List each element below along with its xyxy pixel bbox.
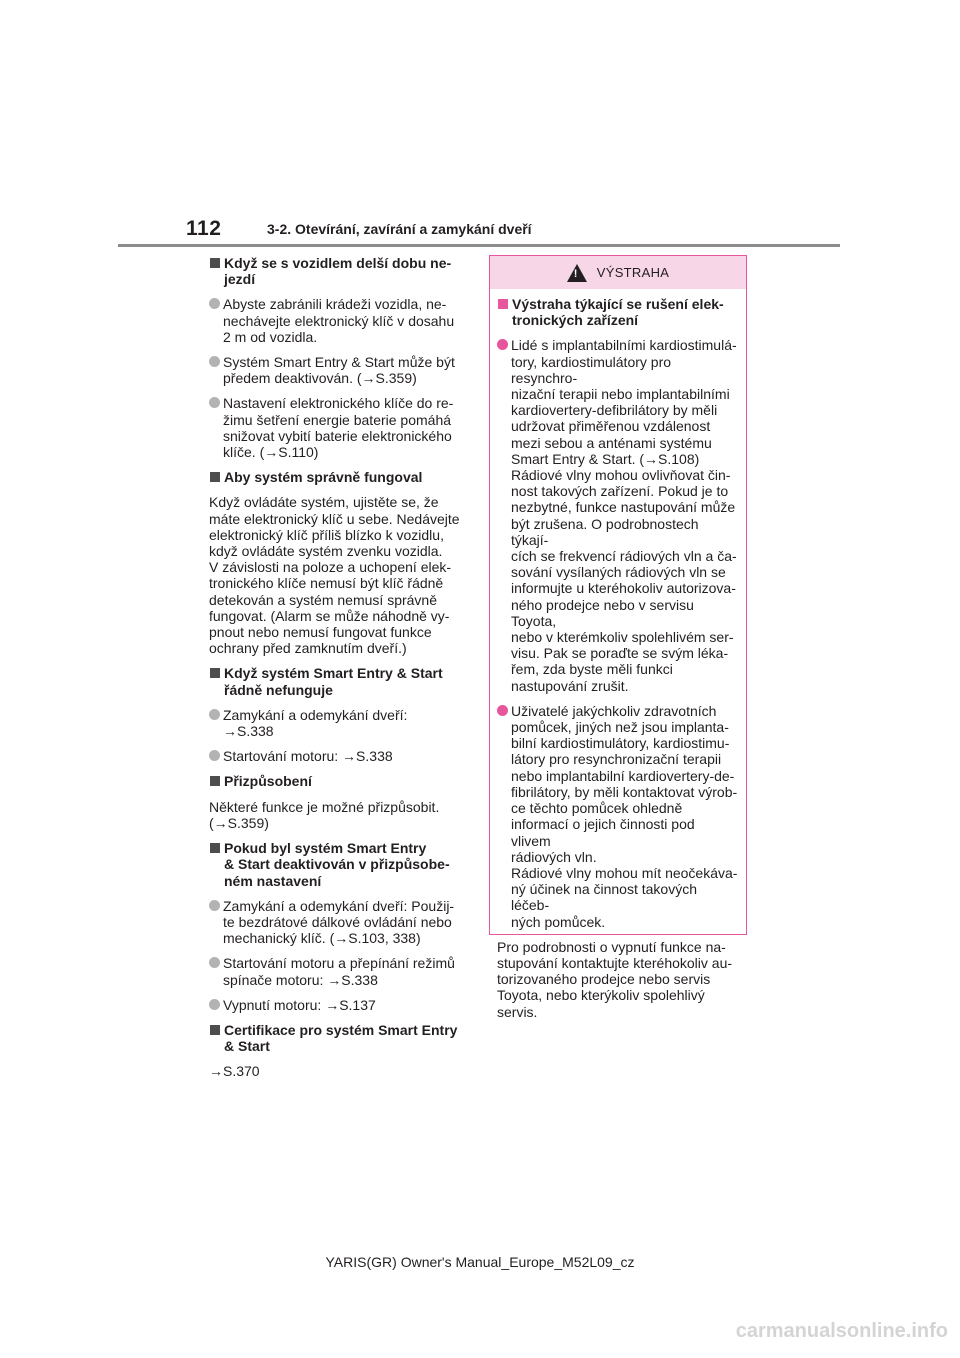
- heading-text: Certifikace pro systém Smart Entry & Start: [224, 1021, 458, 1055]
- bullet-item: [209, 748, 467, 764]
- bullet-text: Zamykání a odemykání dveří: →S.338: [223, 706, 408, 740]
- section-heading: [209, 469, 467, 485]
- page-number: 112: [186, 217, 222, 240]
- heading-text: Pokud byl systém Smart Entry & Start deaktivován v přizpůsobe- ném nastavení: [224, 840, 450, 889]
- bullet-item: [209, 997, 467, 1013]
- left-column: [209, 255, 467, 1089]
- heading-text: Výstraha týkající se rušení elek- tronických zařízení: [512, 296, 724, 329]
- bullet-text: Systém Smart Entry & Start může být předem deaktivován. (→S.359): [223, 354, 455, 387]
- bullet-item: [497, 337, 738, 693]
- header-divider: [118, 244, 840, 247]
- circle-bullet-icon: [209, 999, 220, 1010]
- heading-text: Když se s vozidlem delší dobu ne- jezdí: [224, 255, 452, 288]
- warning-triangle-icon: [567, 264, 587, 282]
- circle-bullet-icon: [209, 397, 220, 408]
- bullet-text: Zamykání a odemykání dveří: Použij- te bezdrátové dálkové ovládání nebo mechanický klíč. (→S.103, 338): [223, 897, 455, 947]
- warning-box: [489, 255, 747, 1020]
- bullet-item: [497, 703, 738, 930]
- bullet-text: Nastavení elektronického klíče do re- žimu šetření energie baterie pomáhá snižovat vybití baterie elektronického klíče. (→S.110): [223, 395, 454, 461]
- bullet-item: [209, 296, 467, 345]
- warning-body: [490, 289, 746, 1020]
- square-bullet-icon: [210, 668, 220, 678]
- square-bullet-icon: [210, 1025, 220, 1035]
- square-bullet-icon: [210, 472, 220, 482]
- bullet-text: Abyste zabránili krádeži vozidla, ne- nechávejte elektronický klíč v dosahu 2 m od vozidla.: [223, 296, 455, 345]
- section-heading: [209, 665, 467, 697]
- section-title: 3-2. Otevírání, zavírání a zamykání dveří: [267, 221, 532, 237]
- circle-bullet-icon: [209, 957, 220, 968]
- warning-title: VÝSTRAHA: [596, 265, 670, 280]
- paragraph: Pro podrobnosti o vypnutí funkce na- stupování kontaktujte kteréhokoliv au- torizovaného prodejce nebo servis Toyota, nebo kterýkoliv spolehlivý servis.: [497, 938, 733, 1020]
- section-heading: [497, 296, 738, 328]
- circle-bullet-icon: [209, 900, 220, 911]
- bullet-item: [209, 395, 467, 460]
- heading-text: Přizpůsobení: [224, 773, 312, 790]
- square-bullet-icon: [210, 258, 220, 268]
- paragraph: Když ovládáte systém, ujistěte se, že máte elektronický klíč u sebe. Nedávejte elektronický klíč příliš blízko k vozidlu, když ovládáte systém zvenku vozidla. V závislosti na poloze a uchopení elek- tronického klíče nemusí být klíč řádně detekován a systém nemusí správně fungovat. (Alarm se může náhodně vy- pnout nebo nemusí fungovat funkce ochrany před zamknutím dveří.): [209, 494, 460, 657]
- circle-bullet-icon: [209, 356, 220, 367]
- paragraph: →S.370: [209, 1063, 260, 1080]
- heading-text: Aby systém správně fungoval: [224, 469, 423, 486]
- heading-text: Když systém Smart Entry & Start řádně nefunguje: [224, 665, 443, 698]
- paragraph: Některé funkce je možné přizpůsobit. (→S.359): [209, 798, 440, 831]
- circle-bullet-icon: [209, 298, 220, 309]
- circle-bullet-icon: [209, 709, 220, 720]
- square-bullet-icon: [498, 299, 508, 309]
- page-header: [0, 0, 960, 250]
- section-heading: [209, 1022, 467, 1054]
- circle-bullet-icon: [497, 339, 508, 350]
- square-bullet-icon: [210, 776, 220, 786]
- bullet-text: Startování motoru: →S.338: [223, 748, 393, 765]
- circle-bullet-icon: [497, 705, 508, 716]
- bullet-item: [209, 898, 467, 947]
- circle-bullet-icon: [209, 750, 220, 761]
- section-heading: [209, 773, 467, 789]
- bullet-text: Lidé s implantabilními kardiostimulá- tory, kardiostimulátory pro resynchro- nizační terapii nebo implantabilními kardiovertery-defibrilátory by měli udržovat přiměřenou vzdálenost mezi sebou a anténami systému Smart Entry & Start. (→S.108) Rádiové vlny mohou ovlivňovat čin- nost takových zařízení. Pokud je to nezbytné, funkce nastupování může být zrušena. O podrobnostech týkají- cích se frekvencí rádiových vln a ča- sování vysílaných rádiových vln se informujte u kteréhokoliv autorizova- ného prodejce nebo v servisu Toyota, nebo v kterémkoliv spolehlivém ser- visu. Pak se poraďte se svým léka- řem, zda byste měli funkci nastupování zrušit.: [511, 337, 737, 694]
- bullet-text: Startování motoru a přepínání režimů spínače motoru: →S.338: [223, 955, 455, 988]
- section-heading: [209, 840, 467, 889]
- page-footer: YARIS(GR) Owner's Manual_Europe_M52L09_cz: [325, 1254, 635, 1270]
- watermark: carmanualsonline.info: [735, 1320, 948, 1342]
- bullet-text: Uživatelé jakýchkoliv zdravotních pomůcek, jiných než jsou implanta- bilní kardiostimulátory, kardiostimu- látory pro resynchronizační terapii nebo implantabilní kardiovertery-de- fibrilátory, by měli kontaktovat výrob- ce těchto pomůcek ohledně informací o jejich činnosti pod vlivem rádiových vln. Rádiové vlny mohou mít neočekáva- ný účinek na činnost takových léčeb- ných pomůcek.: [511, 702, 738, 930]
- warning-banner: [490, 256, 746, 289]
- section-heading: [209, 255, 467, 287]
- bullet-item: [209, 707, 467, 739]
- square-bullet-icon: [210, 843, 220, 853]
- bullet-item: [209, 354, 467, 386]
- bullet-item: [209, 955, 467, 987]
- bullet-text: Vypnutí motoru: →S.137: [223, 996, 376, 1013]
